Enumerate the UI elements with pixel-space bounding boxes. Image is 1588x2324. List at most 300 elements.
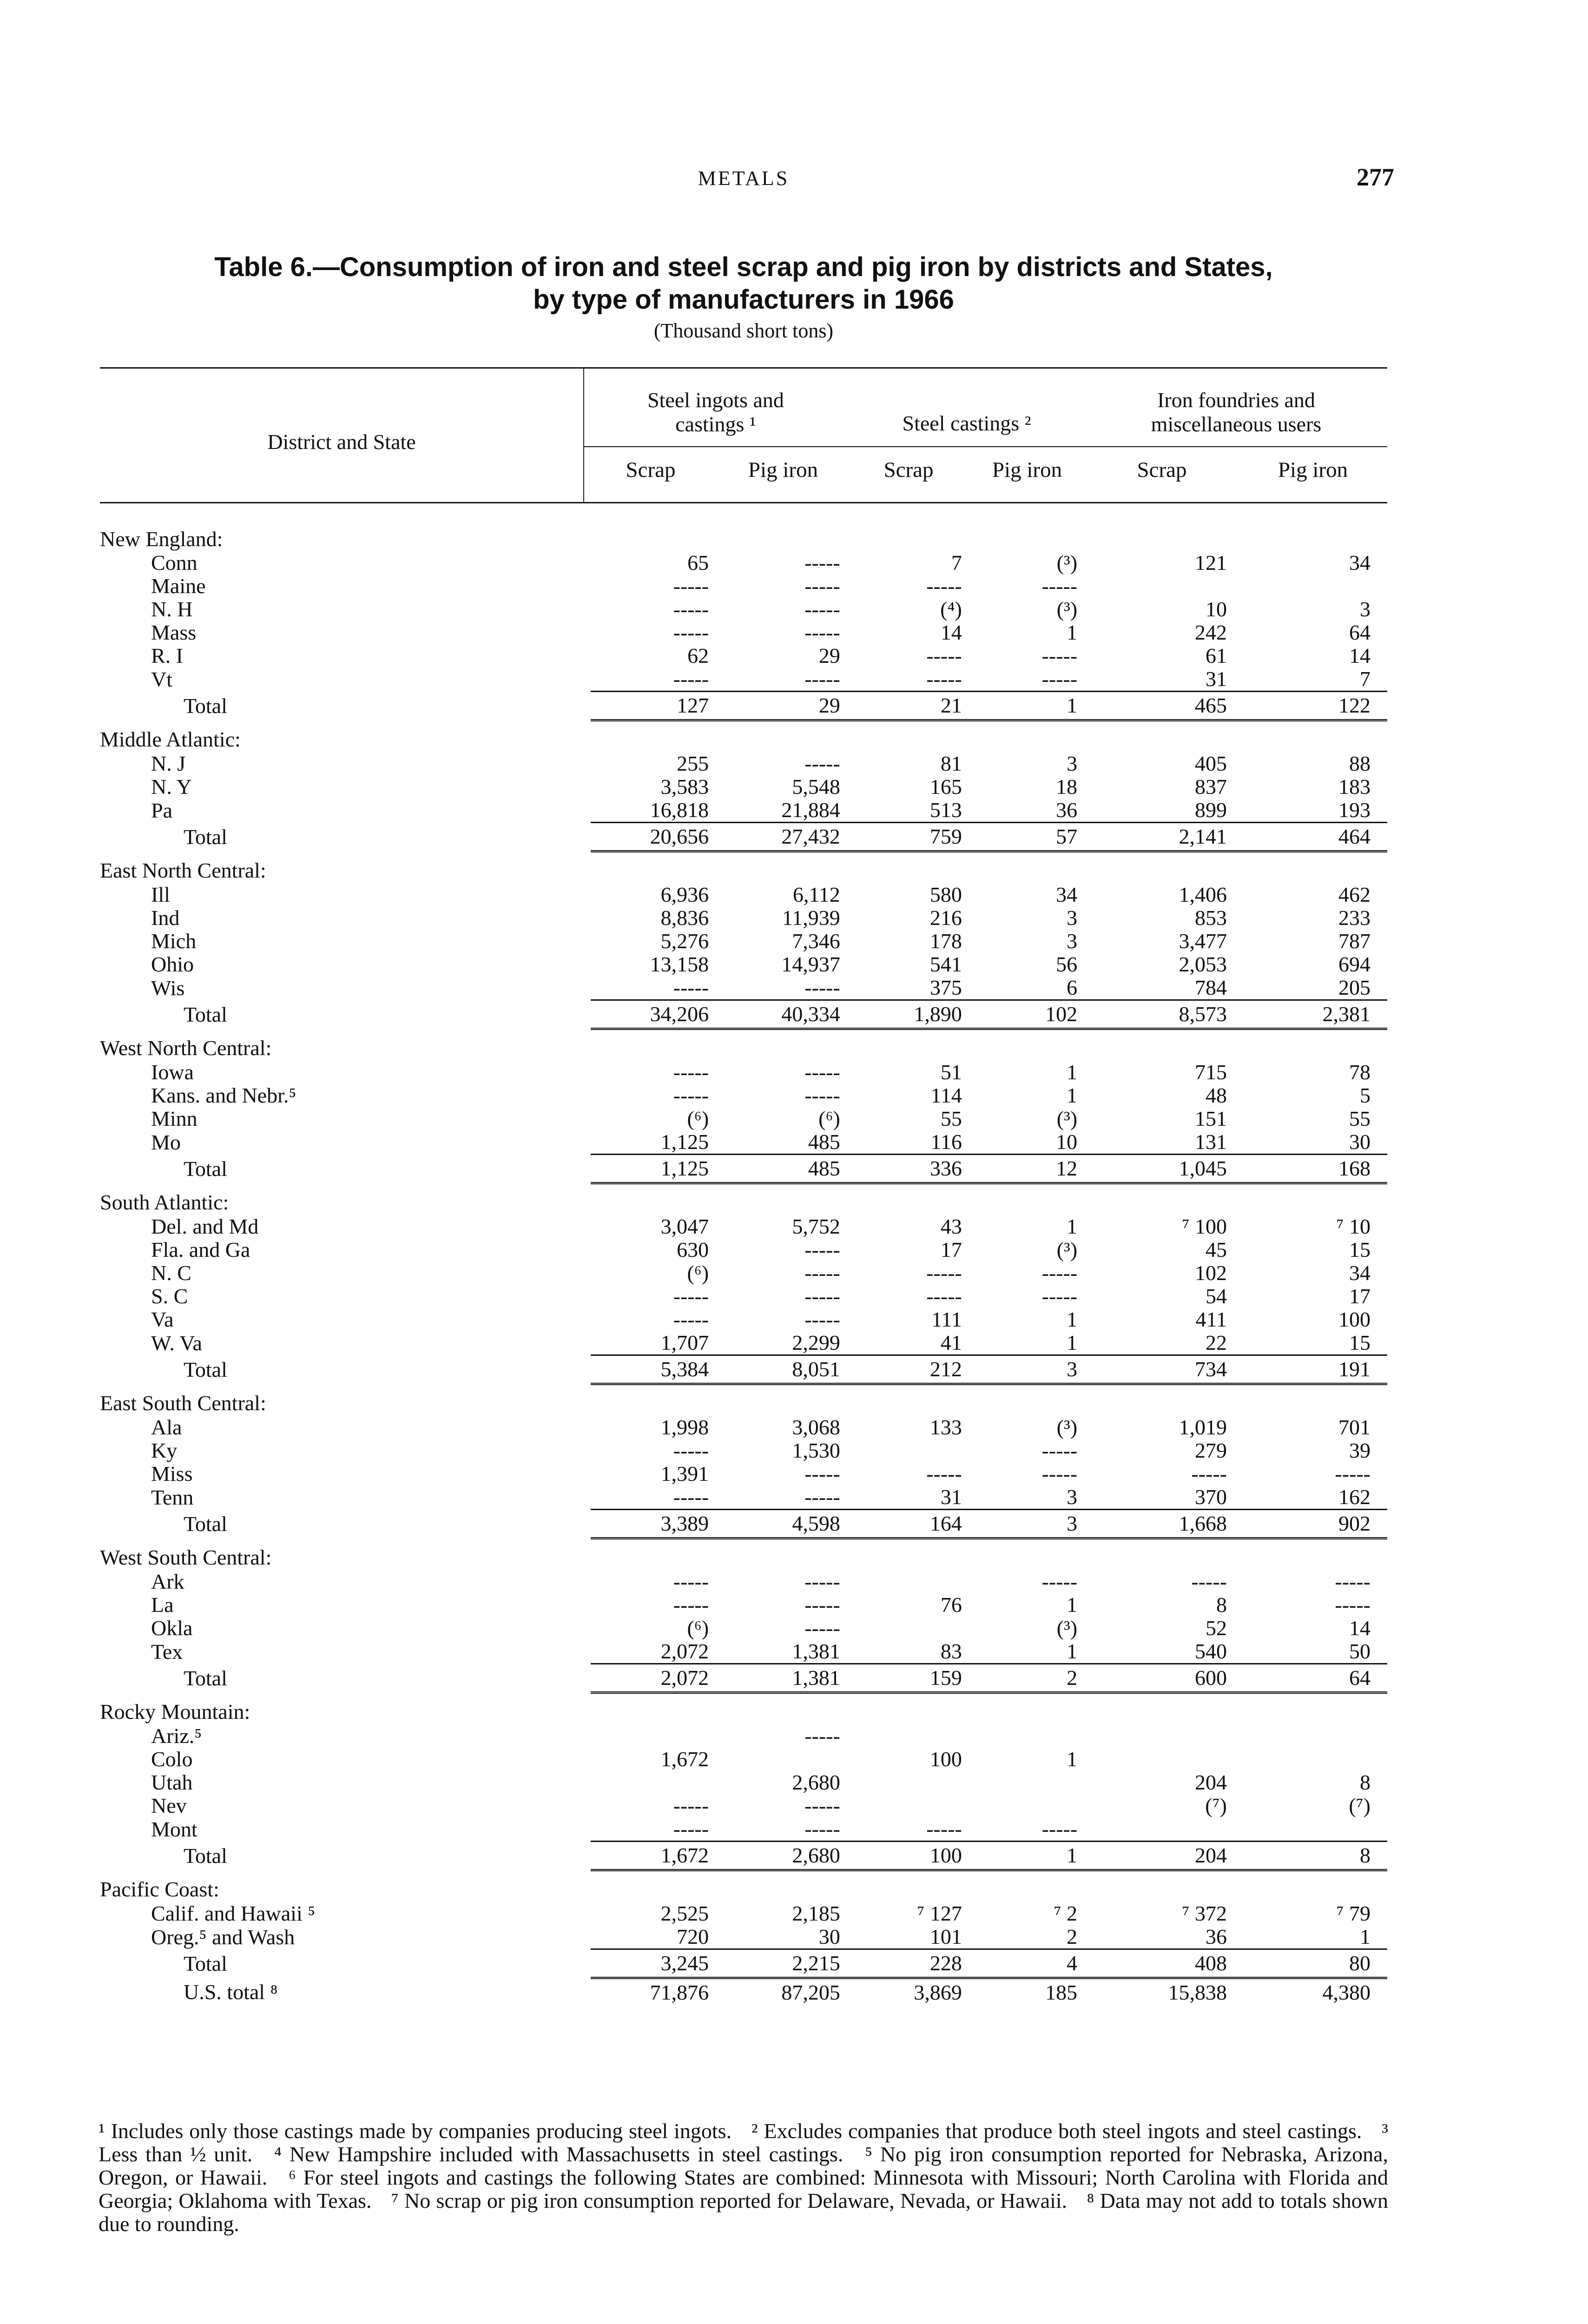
cell-col-5: 7 — [1360, 667, 1371, 691]
cell-col-0: ----- — [673, 976, 709, 999]
table-row — [100, 1593, 1387, 1617]
cell-col-3: ----- — [1041, 1439, 1078, 1462]
cell-col-4 — [1094, 1817, 1244, 1842]
cell-col-0: 1,672 — [591, 1842, 725, 1870]
row-label: Total — [184, 1512, 227, 1536]
cell-col-5: 902 — [1244, 1510, 1387, 1538]
row-label: Utah — [151, 1770, 193, 1794]
row-label: Nev — [151, 1794, 187, 1817]
row-label: Rocky Mountain: — [100, 1699, 250, 1723]
row-label: West South Central: — [100, 1545, 272, 1569]
cell-col-3: 3 — [979, 1355, 1094, 1384]
cell-col-4: 22 — [1205, 1331, 1227, 1354]
cell-col-3: ----- — [1041, 1817, 1078, 1841]
row-label: East South Central: — [100, 1391, 266, 1415]
district-row — [100, 521, 1387, 551]
cell-col-5: 80 — [1244, 1949, 1387, 1978]
cell-col-1: ----- — [804, 1284, 840, 1308]
row-label: Okla — [151, 1616, 193, 1640]
table-row — [100, 1570, 1387, 1593]
row-label: Mich — [151, 929, 197, 953]
cell-col-2: 41 — [940, 1331, 962, 1354]
cell-col-4: 837 — [1194, 775, 1227, 799]
cell-col-0: (⁶) — [687, 1616, 709, 1640]
cell-col-5: ----- — [1335, 1462, 1371, 1486]
total-row — [100, 1155, 1387, 1183]
row-label: La — [151, 1593, 174, 1617]
row-label: S. C — [151, 1284, 188, 1308]
row-label: Mass — [151, 621, 197, 644]
cell-col-4: ----- — [1191, 1462, 1227, 1486]
cell-col-4: 54 — [1205, 1284, 1227, 1308]
cell-col-1: (⁶) — [818, 1107, 840, 1130]
table-row — [100, 551, 1387, 574]
row-label: W. Va — [151, 1331, 202, 1355]
cell-col-1: 4,598 — [725, 1510, 857, 1538]
header-steel-ingots: Steel ingots and castings ¹ — [647, 388, 784, 436]
table-row — [100, 930, 1387, 953]
cell-col-1: ----- — [804, 1485, 840, 1509]
cell-col-4 — [1094, 574, 1244, 598]
cell-col-5: ----- — [1335, 1593, 1371, 1617]
cell-col-2: 336 — [857, 1155, 979, 1183]
header-mid-rule — [583, 446, 1387, 447]
cell-col-1: 30 — [818, 1925, 840, 1948]
cell-col-2: 81 — [940, 752, 962, 775]
cell-col-1: 2,215 — [725, 1949, 857, 1978]
cell-col-5: ⁷ 10 — [1336, 1215, 1371, 1238]
cell-col-1: 29 — [818, 644, 840, 667]
cell-col-1: 21,884 — [781, 798, 840, 822]
cell-col-4: 52 — [1205, 1616, 1227, 1640]
cell-col-0: ----- — [673, 1060, 709, 1084]
cell-col-5: 34 — [1349, 1261, 1371, 1285]
cell-col-4: (⁷) — [1205, 1794, 1227, 1817]
cell-col-0 — [591, 1771, 725, 1794]
cell-col-4: 8 — [1216, 1593, 1227, 1617]
row-label: Total — [184, 1357, 227, 1381]
table-row — [100, 1285, 1387, 1308]
cell-col-5: 787 — [1338, 929, 1371, 953]
cell-col-1: ----- — [804, 1261, 840, 1285]
cell-col-0: 3,389 — [591, 1510, 725, 1538]
row-label: Miss — [151, 1462, 193, 1486]
cell-col-0: 8,836 — [660, 906, 709, 930]
cell-col-5: 88 — [1349, 752, 1371, 775]
cell-col-1: ----- — [804, 1307, 840, 1331]
cell-col-2: 114 — [930, 1083, 962, 1107]
cell-col-3: 3 — [979, 1510, 1094, 1538]
table-row — [100, 667, 1387, 692]
cell-col-5: 17 — [1349, 1284, 1371, 1308]
cell-col-2: ----- — [926, 1462, 962, 1486]
header-iron-foundries: Iron foundries and miscellaneous users — [1151, 388, 1322, 436]
cell-col-4: 408 — [1094, 1949, 1244, 1978]
cell-col-4: 15,838 — [1094, 1978, 1244, 2007]
cell-col-0: 5,384 — [591, 1355, 725, 1384]
cell-col-4: 2,141 — [1094, 823, 1244, 852]
table-row — [100, 953, 1387, 976]
cell-col-0: 720 — [677, 1925, 709, 1948]
table-row — [100, 976, 1387, 1000]
cell-col-2: ⁷ 127 — [917, 1901, 962, 1925]
cell-col-1: 3,068 — [792, 1415, 840, 1439]
cell-col-3: ----- — [1041, 574, 1078, 598]
cell-col-0: ----- — [673, 1307, 709, 1331]
cell-col-2: 101 — [929, 1925, 962, 1948]
cell-col-2: 100 — [929, 1747, 962, 1771]
cell-col-2: 513 — [929, 798, 962, 822]
cell-col-4: 2,053 — [1179, 952, 1227, 976]
total-row — [100, 1355, 1387, 1384]
cell-col-2: ----- — [926, 1261, 962, 1285]
cell-col-1: ----- — [804, 1462, 840, 1486]
cell-col-0: 1,125 — [660, 1130, 709, 1154]
row-label: Middle Atlantic: — [100, 727, 241, 751]
row-label: Pa — [151, 798, 172, 822]
cell-col-3: (³) — [1056, 1616, 1078, 1640]
cell-col-0: 1,391 — [660, 1462, 709, 1486]
district-row — [100, 1183, 1387, 1215]
cell-col-0: 2,072 — [591, 1664, 725, 1693]
cell-col-0: ----- — [673, 1593, 709, 1617]
cell-col-5: 464 — [1244, 823, 1387, 852]
cell-col-3: ----- — [1041, 644, 1078, 667]
table-row — [100, 621, 1387, 644]
cell-col-3: (³) — [1056, 551, 1078, 574]
cell-col-5: 122 — [1244, 692, 1387, 720]
table-row — [100, 1215, 1387, 1238]
total-row — [100, 692, 1387, 720]
district-spacer — [591, 720, 1387, 753]
cell-col-3: 1 — [1067, 1307, 1078, 1331]
cell-col-3: ----- — [1041, 1261, 1078, 1285]
row-label: Del. and Md — [151, 1215, 259, 1238]
cell-col-2: (⁴) — [940, 597, 962, 621]
table-row — [100, 1925, 1387, 1949]
row-label: Total — [184, 1666, 227, 1690]
cell-col-3: 185 — [979, 1978, 1094, 2007]
cell-col-3: 3 — [1067, 929, 1078, 953]
cell-col-3: 2 — [1067, 1925, 1078, 1948]
cell-col-4: ----- — [1191, 1570, 1227, 1593]
cell-col-1: ----- — [804, 574, 840, 598]
cell-col-5: 39 — [1349, 1439, 1371, 1462]
row-label: New England: — [100, 527, 223, 551]
footnote-1: ¹ Includes only those castings made by companies producing steel ingots. — [99, 2119, 732, 2143]
cell-col-3: 3 — [1067, 906, 1078, 930]
table-row — [100, 1462, 1387, 1486]
cell-col-3: 57 — [979, 823, 1094, 852]
cell-col-0: ----- — [673, 621, 709, 644]
cell-col-2 — [857, 1724, 979, 1748]
cell-col-4: 48 — [1205, 1083, 1227, 1107]
cell-col-0: ----- — [673, 1485, 709, 1509]
cell-col-3 — [979, 1794, 1094, 1817]
cell-col-2: 159 — [857, 1664, 979, 1693]
cell-col-3: 1 — [1067, 1331, 1078, 1354]
cell-col-1: 5,548 — [792, 775, 840, 799]
table-row — [100, 1130, 1387, 1155]
footnote-6: ⁶ For steel ingots and castings the following States are combined: Minnesota with Missouri; North Carolina with Florida and Georgia; Oklahoma with Texas. — [99, 2166, 1389, 2212]
row-label: Total — [184, 1951, 227, 1975]
table-title-line-2: by type of manufacturers in 1966 — [533, 284, 954, 315]
row-label: Ind — [151, 906, 180, 930]
cell-col-2: 17 — [940, 1238, 962, 1261]
row-label: Vt — [151, 667, 172, 691]
cell-col-3: (³) — [1056, 1415, 1078, 1439]
row-label: Mo — [151, 1130, 181, 1154]
cell-col-3: 4 — [979, 1949, 1094, 1978]
cell-col-4: 899 — [1194, 798, 1227, 822]
cell-col-1: ----- — [804, 1817, 840, 1841]
table-title — [93, 251, 1394, 316]
cell-col-1: 485 — [725, 1155, 857, 1183]
row-label: Ark — [151, 1570, 184, 1593]
district-spacer — [591, 1029, 1387, 1061]
cell-col-2 — [857, 1794, 979, 1817]
district-spacer — [591, 1183, 1387, 1215]
footnote-8: ⁸ Data may not add to totals shown due to rounding. — [99, 2189, 1389, 2236]
row-label: Fla. and Ga — [151, 1238, 250, 1261]
row-label: Tenn — [151, 1485, 194, 1509]
table-row — [100, 1640, 1387, 1664]
table-row — [100, 1486, 1387, 1510]
row-label: Total — [184, 825, 227, 849]
total-row — [100, 1664, 1387, 1693]
cell-col-2: 116 — [930, 1130, 962, 1154]
cell-col-4: 600 — [1094, 1664, 1244, 1693]
cell-col-0: 65 — [687, 551, 709, 574]
row-label: Conn — [151, 551, 198, 574]
cell-col-0: 16,818 — [650, 798, 709, 822]
cell-col-2: 216 — [929, 906, 962, 930]
cell-col-5: 8 — [1244, 1842, 1387, 1870]
cell-col-3: 34 — [1056, 883, 1078, 906]
cell-col-2: 14 — [940, 621, 962, 644]
cell-col-3: 1 — [1067, 621, 1078, 644]
cell-col-5: 205 — [1338, 976, 1371, 999]
cell-col-4: 36 — [1205, 1925, 1227, 1948]
row-label: Calif. and Hawaii ⁵ — [151, 1901, 316, 1925]
cell-col-0: ----- — [673, 1794, 709, 1817]
cell-col-1: 14,937 — [781, 952, 840, 976]
cell-col-2 — [857, 1439, 979, 1462]
row-label: Total — [184, 1002, 227, 1026]
cell-col-3: 12 — [979, 1155, 1094, 1183]
footnote-2: ² Excludes companies that produce both steel ingots and steel castings. — [751, 2119, 1362, 2143]
cell-col-5: 233 — [1338, 906, 1371, 930]
row-label: Colo — [151, 1747, 193, 1771]
cell-col-4: 784 — [1194, 976, 1227, 999]
footnote-3: ³ Less than ½ unit. — [99, 2119, 1388, 2166]
row-label: West North Central: — [100, 1036, 272, 1060]
cell-col-1: ----- — [804, 1060, 840, 1084]
district-spacer — [591, 852, 1387, 884]
cell-col-0: 127 — [591, 692, 725, 720]
cell-col-2: 164 — [857, 1510, 979, 1538]
cell-col-2: 165 — [929, 775, 962, 799]
row-label: Va — [151, 1307, 174, 1331]
row-label: N. C — [151, 1261, 191, 1285]
cell-col-0: 34,206 — [591, 1000, 725, 1029]
cell-col-5: 14 — [1349, 1616, 1371, 1640]
cell-col-0: ----- — [673, 597, 709, 621]
cell-col-2 — [857, 1570, 979, 1593]
cell-col-5: 50 — [1349, 1639, 1371, 1663]
row-label: Total — [184, 1843, 227, 1868]
row-label: U.S. total ⁸ — [184, 1980, 278, 2004]
table-row — [100, 1724, 1387, 1748]
cell-col-3: ⁷ 2 — [1054, 1901, 1078, 1925]
cell-col-5: 1 — [1360, 1925, 1371, 1948]
table-row — [100, 1439, 1387, 1462]
row-label: Wis — [151, 976, 185, 1000]
footnote-7: ⁷ No scrap or pig iron consumption reported for Delaware, Nevada, or Hawaii. — [391, 2189, 1067, 2212]
cell-col-1: 1,381 — [725, 1664, 857, 1693]
cell-col-3: (³) — [1056, 597, 1078, 621]
table-row — [100, 598, 1387, 621]
cell-col-1: 8,051 — [725, 1355, 857, 1384]
cell-col-1: 2,299 — [792, 1331, 840, 1354]
cell-col-4: 370 — [1194, 1485, 1227, 1509]
cell-col-2: 55 — [940, 1107, 962, 1130]
cell-col-2: ----- — [926, 1284, 962, 1308]
cell-col-5: 5 — [1360, 1083, 1371, 1107]
cell-col-1: ----- — [804, 667, 840, 691]
row-label: N. J — [151, 752, 186, 775]
table-row — [100, 644, 1387, 667]
cell-col-5: 64 — [1244, 1664, 1387, 1693]
row-label: Ala — [151, 1415, 182, 1439]
cell-col-5: 2,381 — [1244, 1000, 1387, 1029]
cell-col-0: ----- — [673, 1083, 709, 1107]
cell-col-1: ----- — [804, 1794, 840, 1817]
cell-col-1: ----- — [804, 752, 840, 775]
table-row — [100, 1261, 1387, 1285]
cell-col-0: 1,998 — [660, 1415, 709, 1439]
cell-col-5: 55 — [1349, 1107, 1371, 1130]
table-row — [100, 799, 1387, 823]
cell-col-3: ----- — [1041, 667, 1078, 691]
cell-col-2 — [857, 1771, 979, 1794]
subheader-pig-iron-3: Pig iron — [1278, 458, 1348, 482]
cell-col-0: 6,936 — [660, 883, 709, 906]
cell-col-0: (⁶) — [687, 1107, 709, 1130]
cell-col-2: 51 — [940, 1060, 962, 1084]
cell-col-4: 1,406 — [1179, 883, 1227, 906]
cell-col-0: 5,276 — [660, 929, 709, 953]
consumption-table — [100, 521, 1387, 2006]
cell-col-1: 11,939 — [782, 906, 840, 930]
cell-col-4: 61 — [1205, 644, 1227, 667]
cell-col-1: 40,334 — [725, 1000, 857, 1029]
cell-col-5: 78 — [1349, 1060, 1371, 1084]
cell-col-4: 405 — [1194, 752, 1227, 775]
cell-col-3: ----- — [1041, 1284, 1078, 1308]
cell-col-5: 34 — [1349, 551, 1371, 574]
cell-col-5 — [1244, 1748, 1387, 1771]
cell-col-5 — [1244, 1724, 1387, 1748]
table-title-line-1: Table 6.—Consumption of iron and steel scrap and pig iron by districts and States, — [214, 252, 1273, 282]
cell-col-4: 465 — [1094, 692, 1244, 720]
district-row — [100, 1693, 1387, 1725]
cell-col-1 — [725, 1748, 857, 1771]
cell-col-3: ----- — [1041, 1570, 1078, 1593]
row-label: N. Y — [151, 775, 192, 799]
cell-col-3: 2 — [979, 1664, 1094, 1693]
cell-col-2: 228 — [857, 1949, 979, 1978]
cell-col-0: 255 — [677, 752, 709, 775]
cell-col-4: 131 — [1194, 1130, 1227, 1154]
cell-col-5: 183 — [1338, 775, 1371, 799]
cell-col-1: ----- — [804, 597, 840, 621]
cell-col-2: 759 — [857, 823, 979, 852]
cell-col-3: 1 — [979, 1842, 1094, 1870]
cell-col-2: 133 — [929, 1415, 962, 1439]
cell-col-5: (⁷) — [1349, 1794, 1371, 1817]
district-row — [100, 1538, 1387, 1571]
cell-col-2: ----- — [926, 644, 962, 667]
cell-col-4: 8,573 — [1094, 1000, 1244, 1029]
cell-col-4: 45 — [1205, 1238, 1227, 1261]
cell-col-4: 3,477 — [1179, 929, 1227, 953]
cell-col-3: 56 — [1056, 952, 1078, 976]
cell-col-1: 2,185 — [792, 1901, 840, 1925]
table-row — [100, 883, 1387, 906]
row-label: R. I — [151, 644, 183, 667]
district-row — [100, 1029, 1387, 1061]
row-label: Ky — [151, 1439, 178, 1462]
cell-col-2: 3,869 — [857, 1978, 979, 2007]
cell-col-4: 1,045 — [1094, 1155, 1244, 1183]
row-label: Ill — [151, 883, 170, 906]
cell-col-2: 83 — [940, 1639, 962, 1663]
cell-col-2: 541 — [929, 952, 962, 976]
table-row — [100, 906, 1387, 930]
footnote-5: ⁵ No pig iron consumption reported for Nebraska, Arizona, Oregon, or Hawaii. — [99, 2142, 1389, 2189]
cell-col-4: 151 — [1194, 1107, 1227, 1130]
cell-col-5: 64 — [1349, 621, 1371, 644]
cell-col-2: 43 — [940, 1215, 962, 1238]
cell-col-0: 13,158 — [650, 952, 709, 976]
total-row — [100, 1510, 1387, 1538]
grand-total-row — [100, 1978, 1387, 2007]
cell-col-5 — [1244, 574, 1387, 598]
header-bottom-rule — [100, 502, 1387, 503]
district-spacer — [591, 1538, 1387, 1571]
district-spacer — [591, 1384, 1387, 1416]
cell-col-5: 3 — [1360, 597, 1371, 621]
table-units: (Thousand short tons) — [653, 319, 834, 342]
cell-col-5: 162 — [1338, 1485, 1371, 1509]
cell-col-1: 7,346 — [792, 929, 840, 953]
cell-col-4: 540 — [1194, 1639, 1227, 1663]
cell-col-5: 462 — [1338, 883, 1371, 906]
page-number: 277 — [1357, 163, 1394, 191]
cell-col-2: 1,890 — [857, 1000, 979, 1029]
cell-col-1: ----- — [804, 1724, 840, 1748]
cell-col-3 — [979, 1771, 1094, 1794]
cell-col-4: 204 — [1194, 1770, 1227, 1794]
cell-col-3 — [979, 1724, 1094, 1748]
cell-col-0: ----- — [673, 667, 709, 691]
row-label: Mont — [151, 1817, 198, 1841]
total-row — [100, 823, 1387, 852]
cell-col-4: 1,019 — [1179, 1415, 1227, 1439]
cell-col-1: 6,112 — [793, 883, 840, 906]
cell-col-5: 701 — [1338, 1415, 1371, 1439]
